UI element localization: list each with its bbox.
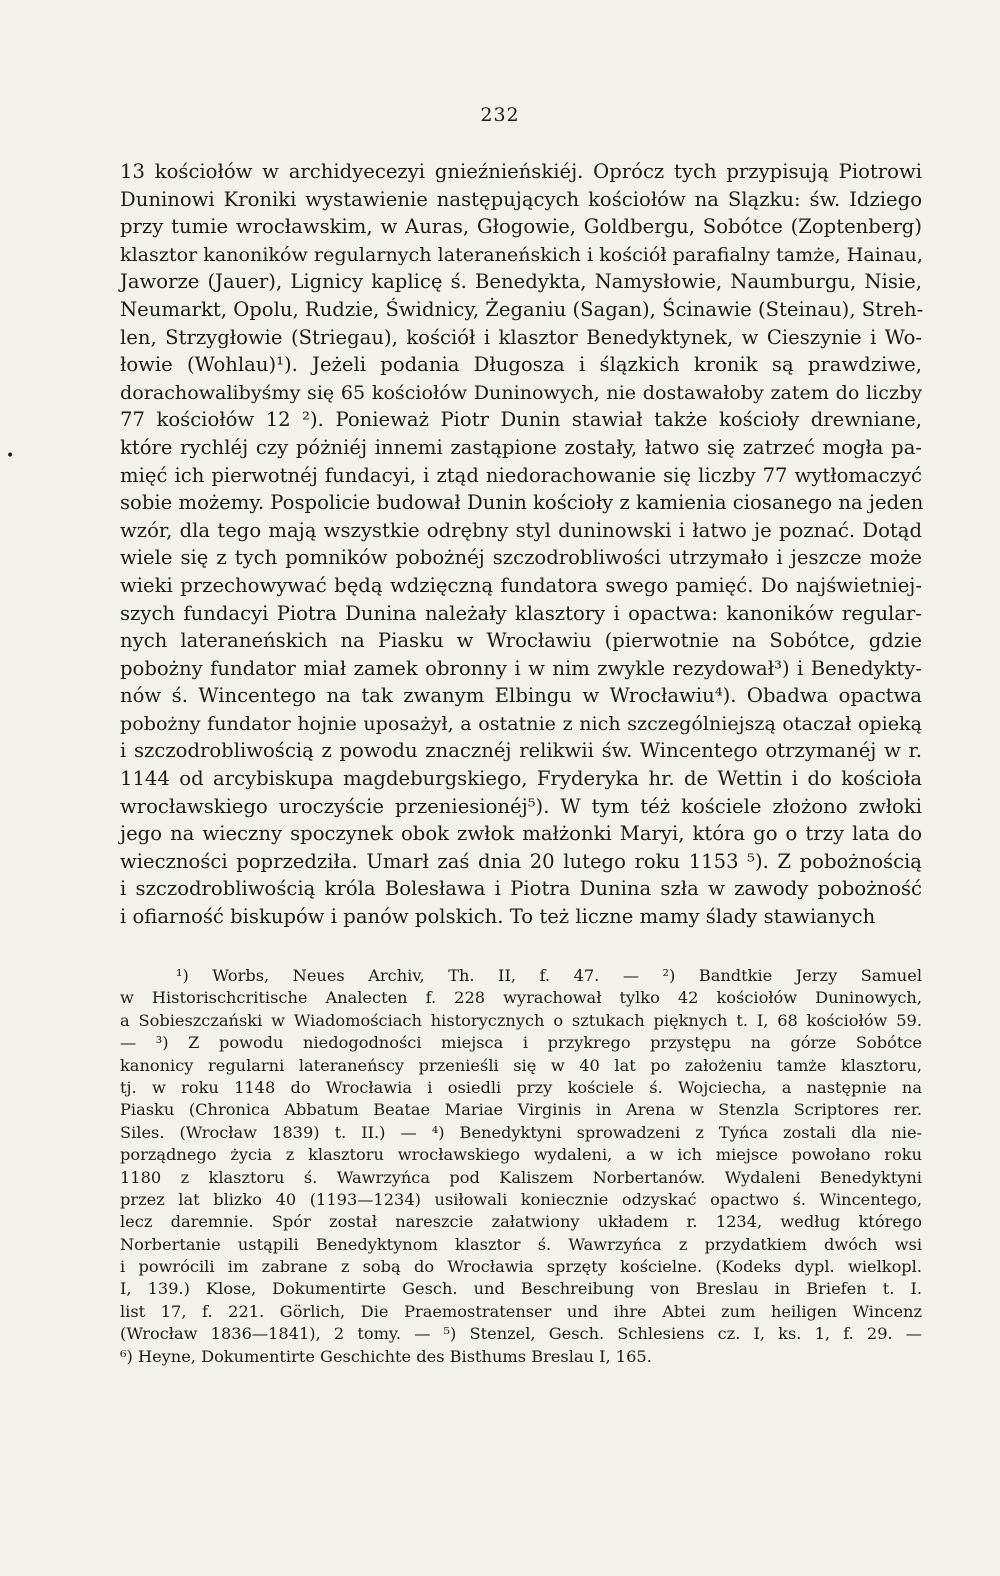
footnote-line: (Wrocław 1836—1841), 2 tomy. — ⁵) Stenzel, Gesch. Schlesiens cz. I, ks. 1, f. 29. — xyxy=(120,1324,922,1344)
footnote-line: a Sobieszczański w Wiadomościach historycznych o sztukach pięknych t. I, 68 kościołów 59. xyxy=(120,1010,922,1030)
main-text xyxy=(120,158,922,931)
text-line: klasztor kanoników regularnych lateraneńskich i kościół parafialny tamże, Hainau, xyxy=(120,242,923,266)
footnote-line: przez lat blizko 40 (1193—1234) usiłowali koniecznie odzyskać opactwo ś. Wincentego, xyxy=(120,1189,922,1209)
text-line: 13 kościołów w archidyecezyi gnieźnieńskiéj. Oprócz tych przypisują Piotrowi xyxy=(120,160,922,183)
footnote-line: list 17, f. 221. Görlich, Die Praemostratenser und ihre Abtei zum heiligen Wincenz xyxy=(120,1301,922,1321)
text-line: i szczodrobliwością z powodu znacznéj relikwii św. Wincentego otrzymanéj w r. xyxy=(120,739,922,763)
footnote-line: kanonicy regularni lateraneńscy przenieśli się w 40 lat po założeniu tamże klasztoru, xyxy=(120,1055,922,1075)
text-line: łowie (Wohlau)¹). Jeżeli podania Długosza i ślązkich kronik są prawdziwe, xyxy=(120,353,922,377)
text-line: nów ś. Wincentego na tak zwanym Elbingu w Wrocławiu⁴). Obadwa opactwa xyxy=(120,684,922,708)
text-line: pobożny fundator hojnie uposażył, a ostatnie z nich szczególniejszą otaczał opieką xyxy=(120,711,922,735)
footnote-line: — ³) Z powodu niedogodności miejsca i przykrego przystępu na górze Sobótce xyxy=(120,1033,922,1053)
text-line: nych lateraneńskich na Piasku w Wrocławiu (pierwotnie na Sobótce, gdzie xyxy=(120,629,922,653)
footnote-line: w Historischcritische Analecten f. 228 wyrachował tylko 42 kościołów Duninowych, xyxy=(120,988,922,1008)
text-line: Duninowi Kroniki wystawienie następujących kościołów na Slązku: św. Idziego xyxy=(120,187,922,211)
footnote-line: ⁶) Heyne, Dokumentirte Geschichte des Bisthums Breslau I, 165. xyxy=(120,1346,652,1366)
text-line: 1144 od arcybiskupa magdeburgskiego, Fryderyka hr. de Wettin i do kościoła xyxy=(120,767,922,791)
text-line: szych fundacyi Piotra Dunina należały klasztory i opactwa: kanoników regular- xyxy=(120,601,922,625)
text-line: len, Strzygłowie (Striegau), kościół i klasztor Benedyktynek, w Cieszynie i Wo- xyxy=(120,325,922,349)
text-line: 77 kościołów 12 ²). Ponieważ Piotr Dunin stawiał także kościoły drewniane, xyxy=(120,408,922,432)
footnote-line: porządnego życia z klasztoru wrocławskiego wydaleni, a w ich miejsce powołano roku xyxy=(120,1145,922,1165)
footnote-line: Piasku (Chronica Abbatum Beatae Mariae Virginis in Arena w Stenzla Scriptores rer. xyxy=(120,1100,922,1120)
text-line: jego na wieczny spoczynek obok zwłok małżonki Maryi, która go o trzy lata do xyxy=(120,822,922,846)
text-line: wzór, dla tego mają wszystkie odrębny styl duninowski i łatwo je poznać. Dotąd xyxy=(120,518,922,542)
text-line: pobożny fundator miał zamek obronny i w nim zwykle rezydował³) i Benedykty- xyxy=(120,656,922,680)
text-line: mięć ich pierwotnéj fundacyi, i ztąd niedorachowanie się liczby 77 wytłomaczyć xyxy=(120,463,922,487)
footnote-line: tj. w roku 1148 do Wrocławia i osiedli przy kościele ś. Wojciecha, a następnie na xyxy=(120,1077,922,1097)
text-line: dorachowalibyśmy się 65 kościołów Duninowych, nie dostawałoby zatem do liczby xyxy=(120,380,922,404)
text-line: wieczności poprzedziła. Umarł zaś dnia 20 lutego roku 1153 ⁵). Z pobożnością xyxy=(120,849,922,873)
footnote-line: i powrócili im zabrane z sobą do Wrocławia sprzęty kościelne. (Kodeks dypl. wielkopl. xyxy=(120,1257,922,1277)
text-line: Neumarkt, Opolu, Rudzie, Świdnicy, Żeganiu (Sagan), Ścinawie (Steinau), Streh- xyxy=(120,297,924,321)
margin-mark: • xyxy=(6,448,15,464)
footnotes xyxy=(120,965,922,1368)
footnote-line: Siles. (Wrocław 1839) t. II.) — ⁴) Benedyktyni sprowadzeni z Tyńca zostali dla nie- xyxy=(120,1122,922,1142)
footnote-line: 1180 z klasztoru ś. Wawrzyńca pod Kaliszem Norbertanów. Wydaleni Benedyktyni xyxy=(120,1167,922,1187)
text-line: przy tumie wrocławskim, w Auras, Głogowie, Goldbergu, Sobótce (Zoptenberg) xyxy=(120,215,922,239)
text-line: wiele się z tych pomników pobożnéj szczodrobliwości utrzymało i jeszcze może xyxy=(120,546,922,570)
text-line: wrocławskiego uroczyście przeniesionéj⁵). W tym téż kościele złożono zwłoki xyxy=(120,794,922,818)
text-line: które rychléj czy póżniéj innemi zastąpione zostały, łatwo się zatrzeć mogła pa- xyxy=(120,435,922,459)
text-line: Jaworze (Jauer), Lignicy kaplicę ś. Benedykta, Namysłowie, Naumburgu, Nisie, xyxy=(120,270,922,294)
text-line: i ofiarność biskupów i panów polskich. To też liczne mamy ślady stawianych xyxy=(120,905,876,929)
text-line: i szczodrobliwością króla Bolesława i Piotra Dunina szła w zawody pobożność xyxy=(120,877,922,901)
text-line: wieki przechowywać będą wdzięczną fundatora swego pamięć. Do najświetniej- xyxy=(120,573,922,597)
page-number: 232 xyxy=(480,104,520,126)
footnote-line: lecz daremnie. Spór został nareszcie załatwiony układem r. 1234, według którego xyxy=(120,1212,922,1232)
footnote-line: ¹) Worbs, Neues Archiv, Th. II, f. 47. — ²) Bandtkie Jerzy Samuel xyxy=(176,966,922,985)
text-line: sobie możemy. Pospolicie budował Dunin kościoły z kamienia ciosanego na jeden xyxy=(120,491,924,515)
footnote-line: Norbertanie ustąpili Benedyktynom klasztor ś. Wawrzyńca z przydatkiem dwóch wsi xyxy=(120,1234,922,1254)
footnote-line: I, 139.) Klose, Dokumentirte Gesch. und Beschreibung von Breslau in Briefen t. I. xyxy=(120,1279,922,1299)
